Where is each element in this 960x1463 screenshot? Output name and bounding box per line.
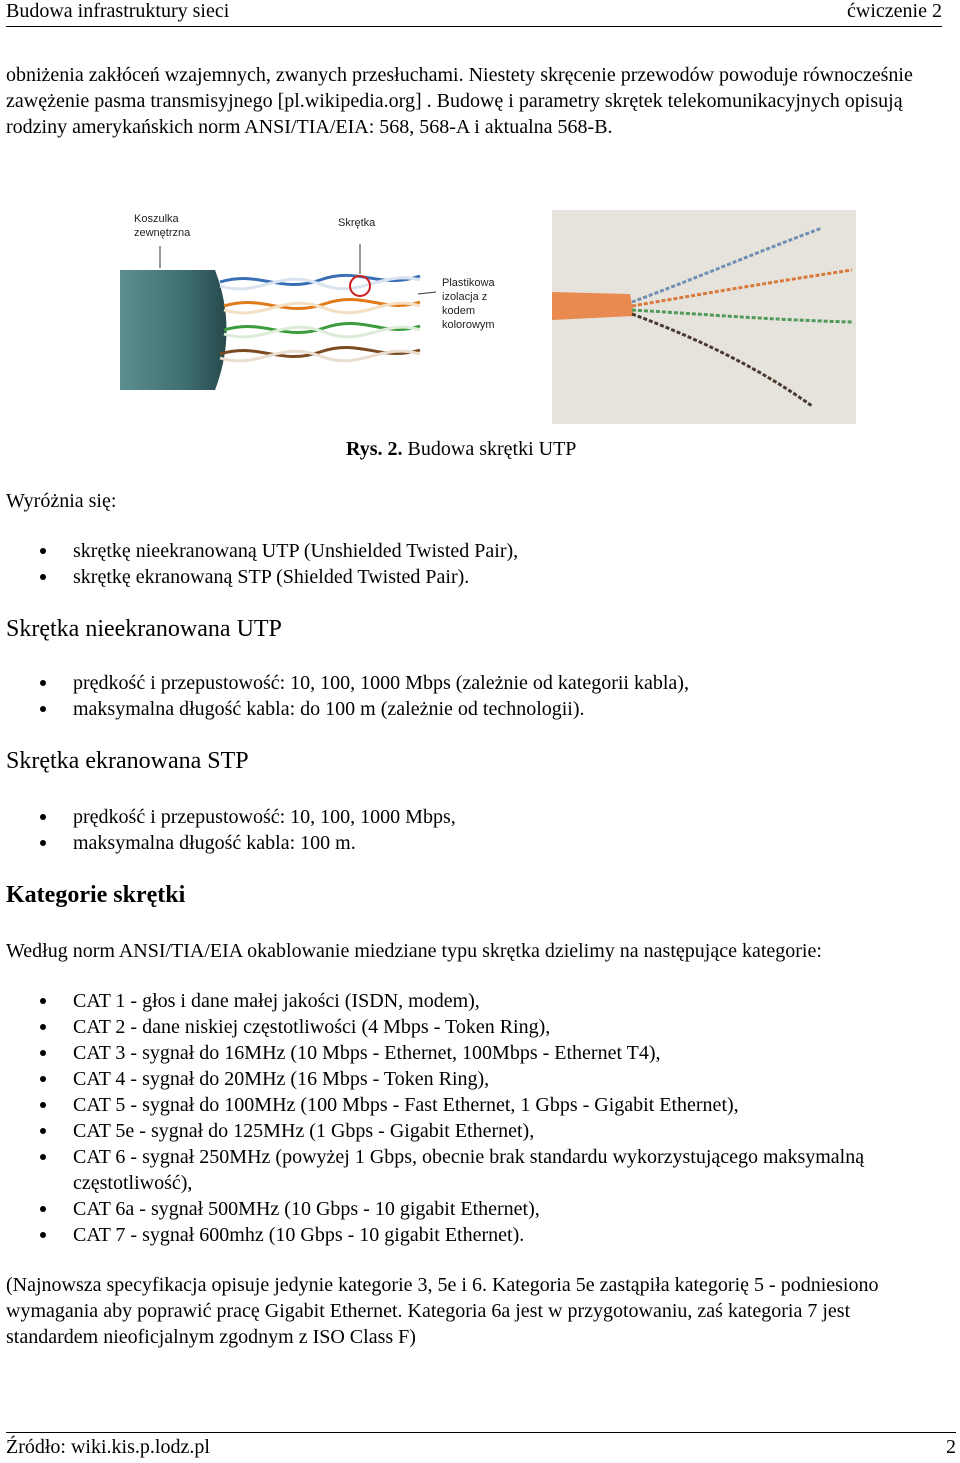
label-insulation-1: Plastikowa	[442, 277, 495, 289]
distinguish-label: Wyróżnia się:	[6, 490, 117, 512]
figure-caption	[346, 436, 576, 462]
list-item: CAT 2 - dane niskiej częstotliwości (4 Mbps - Token Ring),	[0, 1014, 920, 1040]
list-item: CAT 6a - sygnał 500MHz (10 Gbps - 10 gigabit Ethernet),	[0, 1196, 920, 1222]
utp-list	[0, 670, 920, 722]
intro-paragraph: obniżenia zakłóceń wzajemnych, zwanych przesłuchami. Niestety skręcenie przewodów powoduje równocześnie zawężenie pasma transmisyjnego [pl.wikipedia.org] . Budowę i parametry skrętek telekomunikacyjnych opisują rodziny amerykańskich norm ANSI/TIA/EIA: 568, 568-A i aktualna 568-B.	[6, 64, 913, 138]
outer-jacket-shape	[120, 270, 227, 390]
page-number: 2	[946, 1436, 956, 1458]
label-insulation-3: kodem	[442, 305, 476, 317]
categories-note: (Najnowsza specyfikacja opisuje jedynie kategorie 3, 5e i 6. Kategoria 5e zastąpiła kategorię 5 - podniesiono wymagania aby poprawić pracę Gigabit Ethernet. Kategoria 6a jest w przygotowaniu, zaś kategoria 7 jest standardem nieoficjalnym zgodnym z ISO Class F)	[6, 1274, 879, 1348]
insulation-pointer	[418, 292, 436, 294]
list-item: CAT 5e - sygnał do 125MHz (1 Gbps - Gigabit Ethernet),	[0, 1118, 920, 1144]
cable-types-list	[0, 538, 920, 590]
caption-prefix: Rys. 2.	[346, 438, 403, 460]
list-item: CAT 3 - sygnał do 16MHz (10 Mbps - Ethernet, 100Mbps - Ethernet T4),	[0, 1040, 920, 1066]
list-item: prędkość i przepustowość: 10, 100, 1000 Mbps,	[0, 804, 920, 830]
label-insulation-4: kolorowym	[442, 319, 495, 331]
utp-cable-diagram	[120, 210, 520, 420]
page-footer	[6, 1434, 956, 1460]
categories-heading: Kategorie skrętki	[6, 882, 186, 908]
list-item: prędkość i przepustowość: 10, 100, 1000 Mbps (zależnie od kategorii kabla),	[0, 670, 920, 696]
categories-intro: Według norm ANSI/TIA/EIA okablowanie miedziane typu skrętka dzielimy na następujące kategorie:	[6, 940, 822, 962]
list-item: CAT 4 - sygnał do 20MHz (16 Mbps - Token Ring),	[0, 1066, 920, 1092]
list-item: maksymalna długość kabla: 100 m.	[0, 830, 920, 856]
header-title: Budowa infrastruktury sieci	[6, 0, 230, 22]
list-item: CAT 1 - głos i dane małej jakości (ISDN, modem),	[0, 988, 920, 1014]
categories-list	[0, 988, 920, 1248]
list-item: skrętkę nieekranowaną UTP (Unshielded Twisted Pair),	[0, 538, 920, 564]
orange-jacket	[552, 292, 634, 320]
label-jacket-1: Koszulka	[134, 213, 179, 225]
list-item: CAT 7 - sygnał 600mhz (10 Gbps - 10 gigabit Ethernet).	[0, 1222, 920, 1248]
header-exercise: ćwiczenie 2	[847, 0, 942, 22]
label-insulation-2: izolacja z	[442, 291, 488, 303]
list-item: skrętkę ekranowaną STP (Shielded Twisted Pair).	[0, 564, 920, 590]
stp-heading: Skrętka ekranowana STP	[6, 748, 249, 774]
list-item: maksymalna długość kabla: do 100 m (zależnie od technologii).	[0, 696, 920, 722]
label-pair: Skrętka	[338, 217, 376, 229]
caption-text: Budowa skrętki UTP	[402, 438, 577, 460]
label-jacket-2: zewnętrzna	[134, 227, 191, 239]
stp-list	[0, 804, 920, 856]
list-item: CAT 6 - sygnał 250MHz (powyżej 1 Gbps, obecnie brak standardu wykorzystującego maksymalną częstotliwość),	[0, 1144, 920, 1196]
footer-rule	[6, 1432, 956, 1433]
utp-cable-photo	[552, 210, 856, 424]
list-item: CAT 5 - sygnał do 100MHz (100 Mbps - Fast Ethernet, 1 Gbps - Gigabit Ethernet),	[0, 1092, 920, 1118]
footer-source: Źródło: wiki.kis.p.lodz.pl	[6, 1436, 210, 1458]
utp-heading: Skrętka nieekranowana UTP	[6, 616, 282, 642]
page-header	[6, 0, 942, 27]
